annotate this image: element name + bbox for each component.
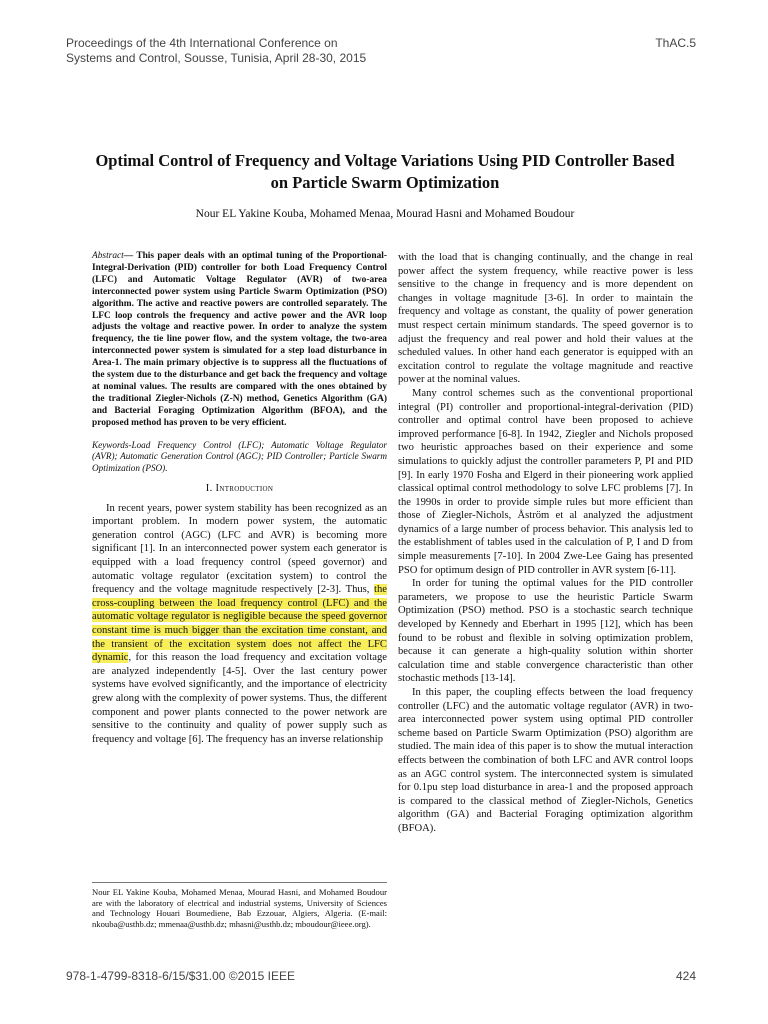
author-affiliation-footnote: Nour EL Yakine Kouba, Mohamed Menaa, Mourad Hasni, and Mohamed Boudour are with the laboratory of electrical and industrial systems, University of Sciences and Technology Houari Boumediene, Bab Ezzouar, Algiers, Algeria. (E-mail: nkouba@usthb.dz; mmenaa@usthb.dz; mhasni@usthb.dz; mboudour@ieee.org). (92, 882, 387, 929)
intro-paragraph (92, 502, 387, 747)
right-column (398, 251, 693, 836)
section-heading-introduction (92, 482, 387, 496)
body-paragraph-3: In order for tuning the optimal values for the PID controller parameters, we propose to use the heuristic Particle Swarm Optimization (PSO) method. PSO is a stochastic search technique developed by Kennedy and Eberhart in 1995 [12], which has been found to be robust and flexible in solving optimization problem, because it can generate a high-quality solution within shorter calculation time and stable convergence characteristic than other stochastic methods [13-14]. (398, 578, 693, 685)
section-title: Introduction (215, 483, 274, 495)
keywords: Keywords-Load Frequency Control (LFC); Automatic Voltage Regulator (AVR); Automatic Generation Control (AGC); PID Controller; Particle Swarm Optimization (PSO). (92, 439, 387, 473)
highlighted-text: the cross-coupling between the load frequency control (LFC) and the automatic voltage regulator is negligible because the speed governor constant time is much bigger than the excitation time constant, and the transient of the excitation system does not affect the LFC dynamic (92, 584, 387, 664)
author-list: Nour EL Yakine Kouba, Mohamed Menaa, Mourad Hasni and Mohamed Boudour (195, 208, 575, 220)
left-column (92, 251, 387, 746)
body-paragraph-2: Many control schemes such as the conventional proportional integral (PI) controller and proportional-integral-derivation (PID) controller and optimal control have been proposed to achieve improved performance [6-8]. In 1942, Ziegler and Nichols proposed two heuristic approaches based on their experience and some simulations to quickly adjust the controller parameters P, PI and PID [9]. In early 1970 Fosha and Elgerd in their pioneering work applied classical optimal control methodology to solve LFC problems [7]. In the 1990s in order to provide simple rules but more efficient than those of Ziegler-Nichols, Åström et al analyzed the adjustment dynamics of a large number of process behavior. This analysis led to the establishment of tables used in the calculation of P, I and D from simple measurements [7-10]. In 2004 Zwe-Lee Gaing has presented PSO for optimum design of PID controller in AVR system [6-11]. (398, 387, 693, 576)
paper-title: Optimal Control of Frequency and Voltage Variations Using PID Controller Based on Particle Swarm Optimization (95, 151, 675, 192)
proceedings-header (66, 36, 366, 66)
session-code: ThAC.5 (655, 36, 696, 50)
abstract-dash: — (123, 251, 137, 261)
section-number: I. (205, 483, 213, 495)
copyright-line: 978-1-4799-8318-6/15/$31.00 ©2015 IEEE (66, 969, 296, 983)
intro-text-after: , for this reason the load frequency and excitation voltage are analyzed independently [4-5]. Over the last century power systems have evolved significantly, and the importance of electricity grew along with the complexity of power systems. Thus, the different component and power plants connected to the power network are sensitive to the continuity and quality of power supply such as frequency and voltage [6]. The frequency has an inverse relationship (92, 652, 387, 745)
body-paragraph-1: with the load that is changing continually, and the change in real power affect the system frequency, while reactive power is less sensitive to the change in frequency and is more dependent on changes in voltage magnitude [3-6]. In order to maintain the frequency and voltage as constant, the quality of power generation must respect certain minimum standards. The speed governor is to adjust the frequency and real power and hold their values at the scheduled values. In other hand each generator is equipped with an excitation control to regulate the voltage magnitude and reactive power at the nominal values. (398, 252, 693, 386)
abstract (92, 251, 387, 430)
abstract-text: This paper deals with an optimal tuning of the Proportional-Integral-Derivation (PID) controller for both Load Frequency Control (LFC) and Automatic Voltage Regulator (AVR) of two-area interconnected power system using Particle Swarm Optimization (PSO) algorithm. The active and reactive powers are controlled separately. The LFC loop controls the frequency and active power and the AVR loop adjusts the voltage and reactive power. In order to analyze the system frequency, the tie line power flow, and the system voltage, the two-area interconnected power system is simulated for a step load disturbance in Area-1. The main primary objective is to suppress all the fluctuations of the system due to the disturbance and get back the frequency and voltage at nominal values. The results are compared with the ones obtained by the traditional Ziegler-Nichols (Z-N) method, Genetics Algorithm (GA) and Bacterial Foraging Optimization Algorithm (BFOA), and the proposed method has proven to be very efficient. (92, 251, 387, 428)
body-paragraph-4: In this paper, the coupling effects between the load frequency controller (LFC) and the automatic voltage regulator (AVR) in two-area interconnected power system using optimal PID controller scheme based on Particle Swarm Optimization (PSO) algorithm are studied. The main idea of this paper is to show the mutual interaction effects between the combination of both LFC and AVR control loops as an AGC control system. The interconnected system is simulated for 0.1pu step load disturbance in area-1 and the proposed approach is compared to the classical method of Ziegler-Nichols, Genetics algorithm (GA) and Bacterial Foraging optimization algorithm (BFOA). (398, 687, 693, 834)
abstract-lead: Abstract (92, 251, 124, 261)
proceedings-line-2: Systems and Control, Sousse, Tunisia, April 28-30, 2015 (66, 51, 367, 65)
page-number: 424 (675, 969, 696, 983)
intro-text-before: In recent years, power system stability has been recognized as an important problem. In modern power system, the automatic generation control (AGC) (LFC and AVR) is becoming more significant [1]. In an interconnected power system each generator is equipped with a load frequency control (speed governor) and automatic voltage regulator (excitation system) to control the frequency and the voltage magnitude respectively [2-3]. Thus, (92, 502, 387, 596)
proceedings-line-1: Proceedings of the 4th International Conference on (66, 36, 338, 50)
